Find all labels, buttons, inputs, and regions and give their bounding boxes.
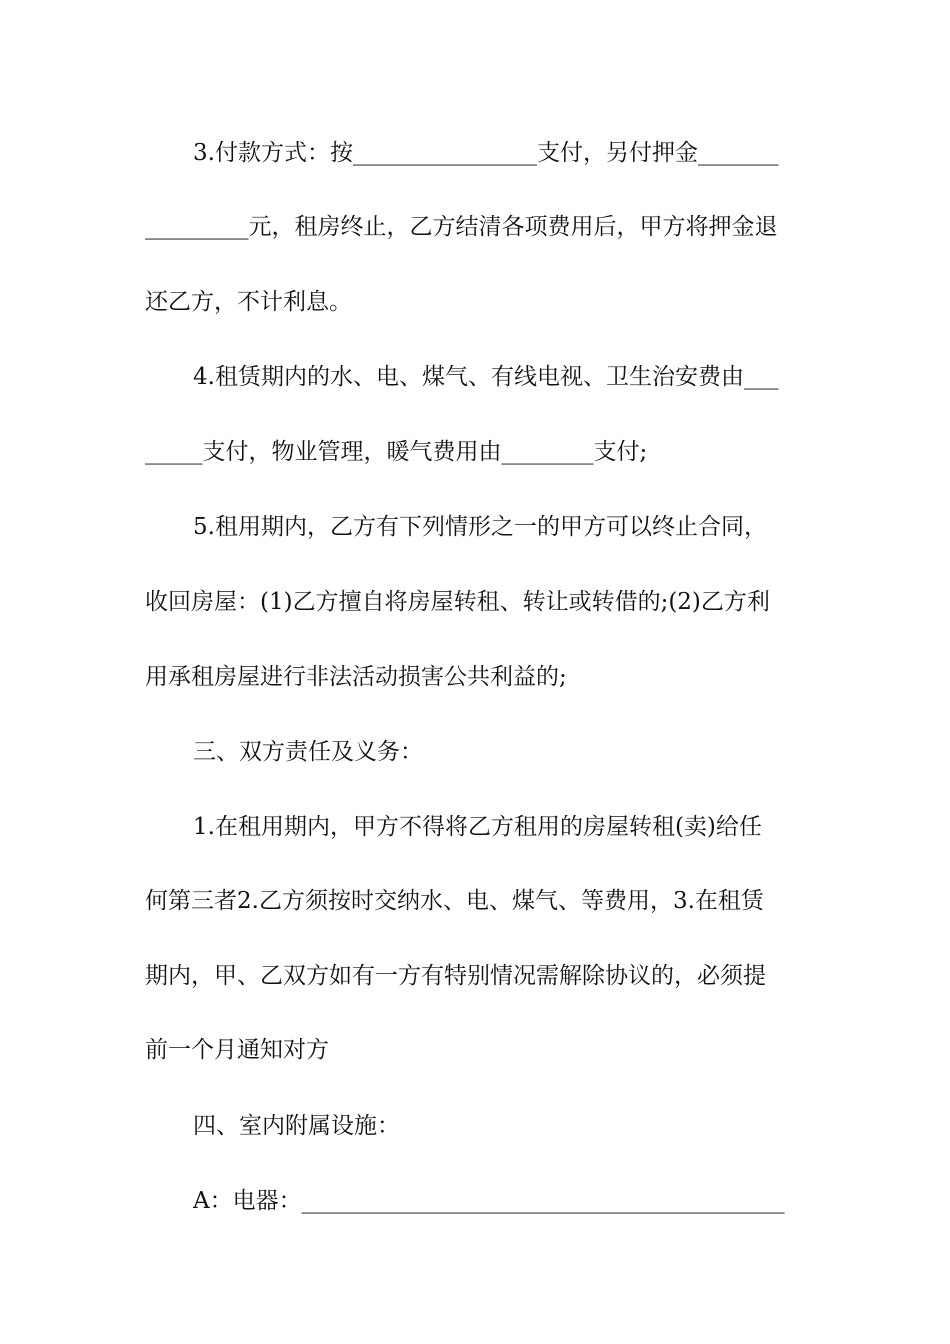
section-heading-facilities: 四、室内附属设施：	[193, 1113, 400, 1139]
payment-duties-line: 何第三者2.乙方须按时交纳水、电、煤气、等费用，3.在租赁	[145, 888, 764, 914]
payment-method-line: 3.付款方式：按________________支付，另付押金_______	[193, 140, 779, 166]
sublease-clause-line: 1.在租用期内，甲方不得将乙方租用的房屋转租(卖)给任	[193, 814, 762, 840]
utilities-fee-line: 4.租赁期内的水、电、煤气、有线电视、卫生治安费由___	[193, 364, 779, 390]
deposit-interest-line: 还乙方，不计利息。	[145, 289, 352, 315]
deposit-refund-line: _________元，租房终止，乙方结清各项费用后，甲方将押金退	[145, 214, 778, 240]
illegal-use-line: 用承租房屋进行非法活动损害公共利益的;	[145, 664, 567, 690]
notice-period-line: 前一个月通知对方	[145, 1037, 329, 1063]
appliances-line: A：电器：__________________________________________	[193, 1188, 785, 1214]
management-fee-line: _____支付，物业管理，暖气费用由________支付;	[145, 439, 648, 465]
section-heading-duties: 三、双方责任及义务：	[193, 739, 423, 765]
termination-reasons-line: 收回房屋：(1)乙方擅自将房屋转租、转让或转借的;(2)乙方利	[145, 589, 770, 615]
early-termination-line: 期内，甲、乙双方如有一方有特别情况需解除协议的，必须提	[145, 963, 766, 989]
termination-clause-line: 5.租用期内，乙方有下列情形之一的甲方可以终止合同，	[193, 514, 767, 540]
